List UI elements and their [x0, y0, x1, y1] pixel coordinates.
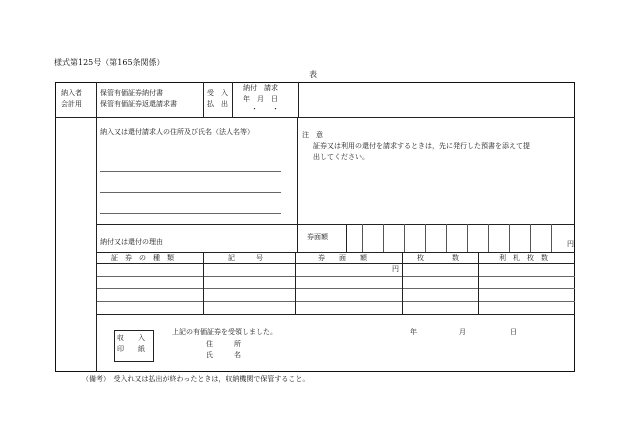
table-bottom-line [96, 314, 575, 315]
side-label: 表 [309, 70, 317, 79]
receipt-statement: 上記の有価証券を受領しました。 [172, 328, 277, 336]
remarks: （備考） 受入れ又は払出が終わったときは，収納機関で保管すること。 [82, 375, 310, 383]
date-header-label: 納付 請求 [243, 84, 278, 92]
digit-cell-line [404, 224, 405, 252]
table-row-line [96, 301, 575, 302]
receive-divider [232, 82, 233, 117]
form-number: 様式第125号（第165条関係） [54, 58, 165, 67]
address-write-line [100, 171, 281, 172]
digit-cell-line [446, 224, 447, 252]
note-line-2: 出してください。 [313, 153, 369, 161]
form-title-deposit: 保管有価証券納付書 [100, 89, 163, 97]
left-column-divider [96, 82, 97, 372]
reason-bottom-line [96, 252, 575, 253]
account-label: 会計用 [61, 100, 82, 108]
table-column-line [478, 252, 479, 314]
note-line-1: 証券又は利用の還付を請求するときは，先に発行した預書を添えて提 [313, 142, 530, 150]
top-row-divider [55, 117, 575, 118]
date-dots: ・ ・ [251, 105, 279, 113]
note-label: 注 意 [302, 131, 323, 139]
receipt-year: 年 [410, 328, 417, 336]
digit-cell-line [383, 224, 384, 252]
address-bottom-line [96, 224, 575, 225]
form-frame [55, 82, 575, 372]
date-divider [298, 82, 299, 117]
table-header-symbol: 記 号 [228, 254, 263, 262]
table-row-line [96, 288, 575, 289]
address-write-line [100, 213, 281, 214]
digit-cell-line [488, 224, 489, 252]
reason-label: 納付又は還付の理由 [100, 238, 163, 246]
digit-cell-line [551, 224, 552, 252]
table-header-coupon-count: 利 札 枚 数 [499, 254, 548, 262]
payer-label: 納入者 [61, 89, 82, 97]
receipt-address-label: 住 所 [206, 340, 241, 348]
address-note-divider [297, 117, 298, 252]
table-header-security-type: 証 券 の 種 類 [111, 254, 174, 262]
table-header-face-amount: 券 面 額 [318, 254, 367, 262]
disburse-label: 払 出 [207, 100, 228, 108]
table-row-line [96, 276, 575, 277]
receive-label: 受 入 [207, 89, 228, 97]
receipt-name-label: 氏 名 [206, 351, 241, 359]
address-write-line [100, 192, 281, 193]
table-column-line [203, 252, 204, 314]
form-title-return: 保管有価証券返還請求書 [100, 100, 177, 108]
digit-cell-line [362, 224, 363, 252]
yen-unit: 円 [567, 240, 574, 248]
digit-cell-line [509, 224, 510, 252]
receipt-month: 月 [459, 328, 466, 336]
digit-cell-line [425, 224, 426, 252]
address-label: 納入又は還付請求人の住所及び氏名（法人名等） [100, 128, 254, 136]
face-amount-label: 券面額 [307, 233, 328, 241]
face-amount-label-divider [346, 224, 347, 252]
title-divider [203, 82, 204, 117]
table-column-line [402, 252, 403, 314]
digit-cell-line [530, 224, 531, 252]
revenue-stamp-label-1: 収 入 [117, 334, 145, 342]
table-header-count: 枚 数 [417, 254, 459, 262]
table-column-line [295, 252, 296, 314]
receipt-day: 日 [510, 328, 517, 336]
digit-cell-line [467, 224, 468, 252]
table-yen-unit: 円 [392, 265, 399, 273]
date-ymd-label: 年 月 日 [243, 95, 278, 103]
revenue-stamp-label-2: 印 紙 [117, 345, 145, 353]
